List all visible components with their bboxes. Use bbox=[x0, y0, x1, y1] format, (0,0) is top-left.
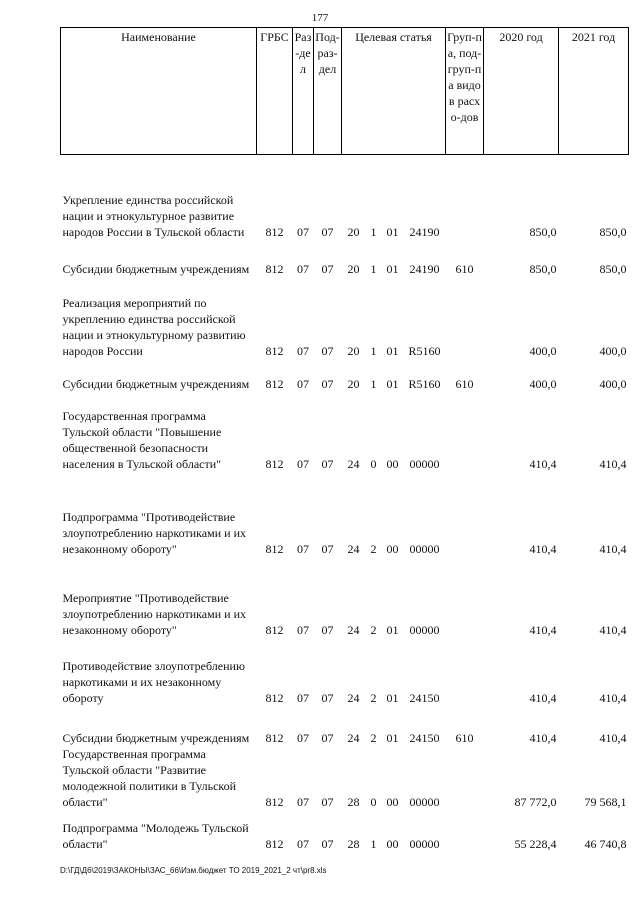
row-target-subprogram: 1 bbox=[370, 261, 377, 276]
row-target-subprogram: 2 bbox=[370, 730, 377, 745]
row-amount-2020: 410,4 bbox=[529, 541, 557, 556]
row-target-program: 20 bbox=[347, 224, 360, 239]
row-group bbox=[446, 472, 484, 557]
table-row bbox=[61, 472, 629, 557]
row-amount-2021: 79 568,1 bbox=[584, 794, 627, 809]
row-razdel: 07 bbox=[297, 730, 309, 745]
row-target-direction: 24190 bbox=[409, 261, 440, 276]
row-name: Субсидии бюджетным учреждениям bbox=[62, 730, 250, 745]
header-grbs: ГРБС bbox=[257, 28, 293, 155]
row-target-direction: 24150 bbox=[409, 730, 440, 745]
header-podrazdel: Под-раз-дел bbox=[314, 28, 342, 155]
table-row bbox=[61, 277, 629, 359]
row-razdel: 07 bbox=[297, 376, 309, 391]
row-grbs: 812 bbox=[265, 343, 284, 358]
row-target-direction: 00000 bbox=[409, 794, 440, 809]
row-target-program: 20 bbox=[347, 376, 360, 391]
row-amount-2020: 87 772,0 bbox=[514, 794, 557, 809]
table-row bbox=[61, 240, 629, 277]
table-header-row bbox=[61, 28, 629, 155]
row-razdel: 07 bbox=[297, 622, 309, 637]
file-path-footer: D:\ГД\Д6\2019\ЗАКОНЫ\ЗАС_66\Изм.бюджет ТО 2019_2021_2 чт\pr8.xls bbox=[60, 866, 327, 875]
table-row bbox=[61, 706, 629, 746]
row-amount-2020: 410,4 bbox=[529, 730, 557, 745]
row-target-program: 24 bbox=[347, 622, 360, 637]
row-grbs: 812 bbox=[265, 622, 284, 637]
header-2021: 2021 год bbox=[559, 28, 629, 155]
row-name: Государственная программа Тульской области "Повышение общественной безопасности населения в Тульской области" bbox=[62, 408, 222, 471]
row-target-direction: R5160 bbox=[408, 376, 441, 391]
row-podrazdel: 07 bbox=[321, 376, 334, 391]
row-group bbox=[446, 746, 484, 810]
row-amount-2021: 410,4 bbox=[599, 622, 627, 637]
table-row bbox=[61, 746, 629, 810]
header-target: Целевая статья bbox=[342, 28, 446, 155]
row-amount-2020: 850,0 bbox=[529, 261, 557, 276]
row-target-event: 01 bbox=[386, 376, 399, 391]
row-grbs: 812 bbox=[265, 730, 284, 745]
row-grbs: 812 bbox=[265, 836, 284, 851]
row-razdel: 07 bbox=[297, 456, 309, 471]
row-razdel: 07 bbox=[297, 343, 309, 358]
row-podrazdel: 07 bbox=[321, 730, 334, 745]
row-razdel: 07 bbox=[297, 541, 309, 556]
row-amount-2021: 410,4 bbox=[599, 730, 627, 745]
row-group bbox=[446, 638, 484, 706]
row-podrazdel: 07 bbox=[321, 343, 334, 358]
row-grbs: 812 bbox=[265, 261, 284, 276]
row-target-event: 01 bbox=[386, 261, 399, 276]
row-target-event: 01 bbox=[386, 690, 399, 705]
row-target-event: 00 bbox=[386, 456, 399, 471]
row-amount-2021: 410,4 bbox=[599, 456, 627, 471]
row-podrazdel: 07 bbox=[321, 456, 334, 471]
row-amount-2020: 410,4 bbox=[529, 456, 557, 471]
row-target-subprogram: 2 bbox=[370, 541, 377, 556]
row-target-event: 00 bbox=[386, 836, 399, 851]
row-name: Подпрограмма "Противодействие злоупотреблению наркотиками и их незаконному обороту" bbox=[62, 509, 246, 556]
row-name: Мероприятие "Противодействие злоупотреблению наркотиками и их незаконному обороту" bbox=[62, 590, 246, 637]
header-group: Груп-па, под-груп-па видов расхо-дов bbox=[446, 28, 484, 155]
row-target-subprogram: 1 bbox=[370, 224, 377, 239]
row-name: Субсидии бюджетным учреждениям bbox=[62, 261, 250, 276]
row-podrazdel: 07 bbox=[321, 541, 334, 556]
row-podrazdel: 07 bbox=[321, 690, 334, 705]
row-target-subprogram: 1 bbox=[370, 376, 377, 391]
row-amount-2021: 400,0 bbox=[599, 376, 627, 391]
row-podrazdel: 07 bbox=[321, 794, 334, 809]
table-row bbox=[61, 638, 629, 706]
row-amount-2020: 400,0 bbox=[529, 376, 557, 391]
row-amount-2021: 850,0 bbox=[599, 261, 627, 276]
row-target-program: 20 bbox=[347, 343, 360, 358]
row-grbs: 812 bbox=[265, 224, 284, 239]
table-row bbox=[61, 359, 629, 392]
row-target-direction: R5160 bbox=[408, 343, 441, 358]
row-razdel: 07 bbox=[297, 261, 309, 276]
table-row bbox=[61, 557, 629, 638]
row-amount-2021: 850,0 bbox=[599, 224, 627, 239]
row-target-event: 01 bbox=[386, 224, 399, 239]
row-target-direction: 00000 bbox=[409, 836, 440, 851]
row-amount-2021: 410,4 bbox=[599, 541, 627, 556]
row-podrazdel: 07 bbox=[321, 836, 334, 851]
row-target-subprogram: 1 bbox=[370, 343, 377, 358]
row-group bbox=[446, 557, 484, 638]
row-group bbox=[446, 810, 484, 852]
row-amount-2021: 410,4 bbox=[599, 690, 627, 705]
row-name: Подпрограмма "Молодежь Тульской области" bbox=[62, 820, 249, 851]
row-target-program: 24 bbox=[347, 690, 360, 705]
row-target-subprogram: 0 bbox=[370, 794, 377, 809]
row-group bbox=[446, 155, 484, 240]
row-target-direction: 00000 bbox=[409, 541, 440, 556]
row-amount-2020: 410,4 bbox=[529, 690, 557, 705]
row-target-program: 24 bbox=[347, 730, 360, 745]
row-target-event: 01 bbox=[386, 343, 399, 358]
row-target-direction: 00000 bbox=[409, 456, 440, 471]
row-target-subprogram: 0 bbox=[370, 456, 377, 471]
row-target-program: 28 bbox=[347, 794, 360, 809]
row-name: Субсидии бюджетным учреждениям bbox=[62, 376, 250, 391]
row-grbs: 812 bbox=[265, 376, 284, 391]
row-target-subprogram: 2 bbox=[370, 690, 377, 705]
row-target-direction: 24190 bbox=[409, 224, 440, 239]
row-grbs: 812 bbox=[265, 456, 284, 471]
row-amount-2020: 410,4 bbox=[529, 622, 557, 637]
row-group: 610 bbox=[455, 376, 474, 391]
row-target-program: 28 bbox=[347, 836, 360, 851]
header-2020: 2020 год bbox=[484, 28, 559, 155]
row-amount-2020: 55 228,4 bbox=[514, 836, 557, 851]
table-row bbox=[61, 392, 629, 472]
row-target-direction: 00000 bbox=[409, 622, 440, 637]
row-razdel: 07 bbox=[297, 224, 309, 239]
row-target-program: 24 bbox=[347, 456, 360, 471]
row-razdel: 07 bbox=[297, 836, 309, 851]
row-grbs: 812 bbox=[265, 690, 284, 705]
row-target-event: 00 bbox=[386, 541, 399, 556]
row-target-subprogram: 1 bbox=[370, 836, 377, 851]
row-amount-2021: 46 740,8 bbox=[584, 836, 627, 851]
budget-table bbox=[60, 27, 629, 852]
row-name: Реализация мероприятий по укреплению единства российской нации и этнокультурному развитию народов России bbox=[62, 295, 246, 358]
header-name: Наименование bbox=[61, 28, 257, 155]
row-amount-2020: 400,0 bbox=[529, 343, 557, 358]
row-name: Противодействие злоупотреблению наркотиками и их незаконному обороту bbox=[62, 658, 245, 705]
row-group: 610 bbox=[455, 261, 474, 276]
row-group bbox=[446, 392, 484, 472]
row-target-event: 00 bbox=[386, 794, 399, 809]
table-row bbox=[61, 810, 629, 852]
row-target-program: 24 bbox=[347, 541, 360, 556]
row-target-event: 01 bbox=[386, 622, 399, 637]
row-podrazdel: 07 bbox=[321, 261, 334, 276]
row-razdel: 07 bbox=[297, 794, 309, 809]
header-razdel: Раз-дел bbox=[293, 28, 314, 155]
page-number: 177 bbox=[311, 12, 329, 24]
row-razdel: 07 bbox=[297, 690, 309, 705]
row-grbs: 812 bbox=[265, 794, 284, 809]
row-name: Укрепление единства российской нации и этнокультурное развитие народов России в Тульской области bbox=[62, 192, 245, 239]
row-group bbox=[446, 277, 484, 359]
row-target-event: 01 bbox=[386, 730, 399, 745]
row-target-program: 20 bbox=[347, 261, 360, 276]
row-podrazdel: 07 bbox=[321, 622, 334, 637]
row-target-direction: 24150 bbox=[409, 690, 440, 705]
row-group: 610 bbox=[455, 730, 474, 745]
row-amount-2021: 400,0 bbox=[599, 343, 627, 358]
row-name: Государственная программа Тульской области "Развитие молодежной политики в Тульской области" bbox=[62, 746, 237, 809]
row-podrazdel: 07 bbox=[321, 224, 334, 239]
row-grbs: 812 bbox=[265, 541, 284, 556]
row-amount-2020: 850,0 bbox=[529, 224, 557, 239]
row-target-subprogram: 2 bbox=[370, 622, 377, 637]
table-row bbox=[61, 155, 629, 240]
